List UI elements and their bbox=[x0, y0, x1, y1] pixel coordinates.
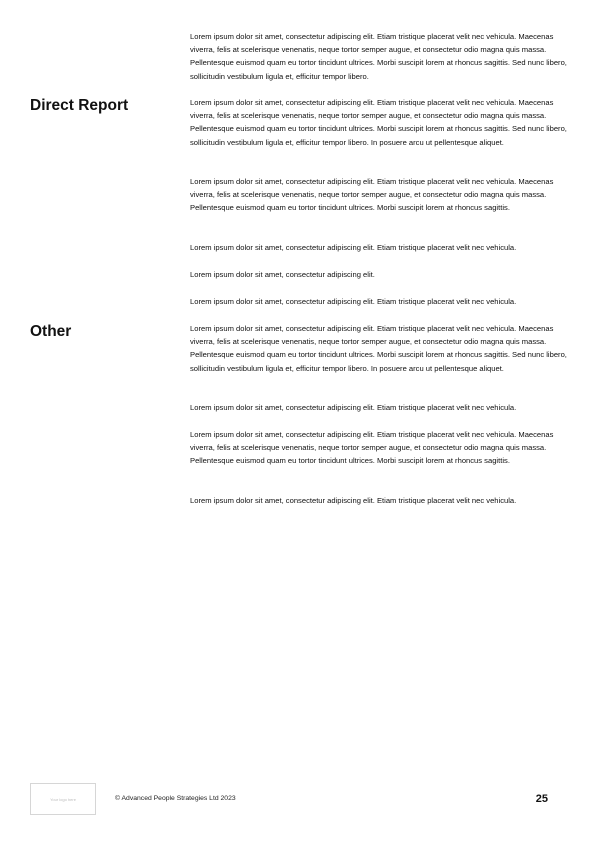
paragraph: Lorem ipsum dolor sit amet, consectetur adipiscing elit. Etiam tristique placerat velit nec vehicula. bbox=[190, 403, 517, 412]
page-number: 25 bbox=[535, 793, 548, 805]
paragraph: Lorem ipsum dolor sit amet, consectetur adipiscing elit. Etiam tristique placerat velit nec vehicula. Maecenas viverra, felis at scelerisque venenatis, neque tortor semper augue, et consectetur odio magna quis massa. Pellentesque euismod quam eu tortor tincidunt ultrices. Morbi suscipit lorem at rhoncus sagittis. Sed nunc libero, sollicitudin vestibulum ligula et, efficitur tempor libero. bbox=[190, 32, 567, 81]
paragraph: Lorem ipsum dolor sit amet, consectetur adipiscing elit. bbox=[190, 270, 375, 279]
paragraph: Lorem ipsum dolor sit amet, consectetur adipiscing elit. Etiam tristique placerat velit nec vehicula. Maecenas viverra, felis at scelerisque venenatis, neque tortor semper augue, et consectetur odio magna quis massa. Pellentesque euismod quam eu tortor tincidunt ultrices. Morbi suscipit lorem at rhoncus sagittis. Sed nunc libero, sollicitudin vestibulum ligula et, efficitur tempor libero. In posuere arcu ut pellentesque aliquet. bbox=[190, 98, 567, 147]
paragraph: Lorem ipsum dolor sit amet, consectetur adipiscing elit. Etiam tristique placerat velit nec vehicula. bbox=[190, 496, 517, 505]
paragraph: Lorem ipsum dolor sit amet, consectetur adipiscing elit. Etiam tristique placerat velit nec vehicula. Maecenas viverra, felis at scelerisque venenatis, neque tortor semper augue, et consectetur odio magna quis massa. Pellentesque euismod quam eu tortor tincidunt ultrices. Morbi suscipit lorem at rhoncus sagittis. bbox=[190, 430, 554, 466]
paragraph: Lorem ipsum dolor sit amet, consectetur adipiscing elit. Etiam tristique placerat velit nec vehicula. bbox=[190, 297, 517, 306]
logo-placeholder bbox=[30, 783, 96, 815]
paragraph: Lorem ipsum dolor sit amet, consectetur adipiscing elit. Etiam tristique placerat velit nec vehicula. Maecenas viverra, felis at scelerisque venenatis, neque tortor semper augue, et consectetur odio magna quis massa. Pellentesque euismod quam eu tortor tincidunt ultrices. Morbi suscipit lorem at rhoncus sagittis. Sed nunc libero, sollicitudin vestibulum ligula et, efficitur tempor libero. In posuere arcu ut pellentesque aliquet. bbox=[190, 324, 567, 373]
paragraph: Lorem ipsum dolor sit amet, consectetur adipiscing elit. Etiam tristique placerat velit nec vehicula. Maecenas viverra, felis at scelerisque venenatis, neque tortor semper augue, et consectetur odio magna quis massa. Pellentesque euismod quam eu tortor tincidunt ultrices. Morbi suscipit lorem at rhoncus sagittis. bbox=[190, 177, 554, 213]
section-heading-other: Other bbox=[30, 323, 72, 340]
section-heading-direct-report: Direct Report bbox=[30, 97, 129, 114]
paragraph: Lorem ipsum dolor sit amet, consectetur adipiscing elit. Etiam tristique placerat velit nec vehicula. bbox=[190, 243, 517, 252]
logo-placeholder-text: Your logo here bbox=[50, 796, 76, 802]
footer-copyright: © Advanced People Strategies Ltd 2023 bbox=[115, 795, 236, 802]
